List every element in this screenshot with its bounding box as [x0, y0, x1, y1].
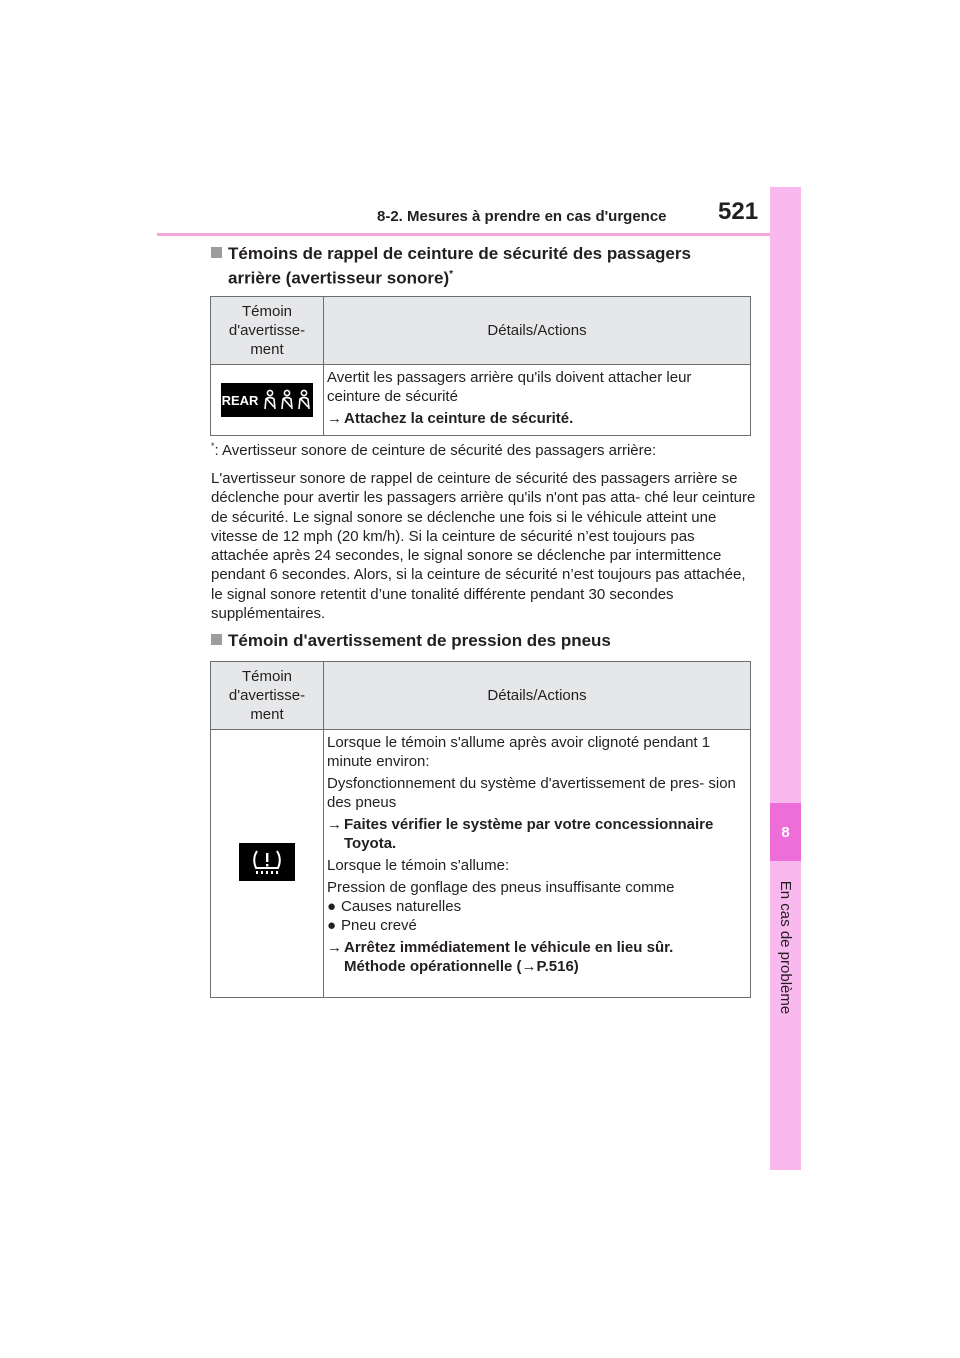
- action-text: Arrêtez immédiatement le véhicule en lieu sûr.: [344, 939, 674, 956]
- heading-line2: arrière (avertisseur sonore): [228, 268, 450, 288]
- details-cell: [324, 730, 751, 998]
- tire-pressure-warning-table: [210, 661, 751, 998]
- chapter-label: [771, 870, 800, 1025]
- col-header-details: Détails/Actions: [324, 662, 751, 730]
- header-rule: [157, 233, 770, 236]
- bullet-dot-icon: ●: [327, 917, 337, 934]
- heading-text: Témoin d'avertissement de pression des pneus: [228, 631, 611, 650]
- square-bullet-icon: [211, 247, 222, 258]
- action-text: Attachez la ceinture de sécurité.: [344, 410, 574, 427]
- page-reference-link[interactable]: P.516: [536, 958, 574, 975]
- chapter-number-tab[interactable]: 8: [770, 803, 801, 861]
- condition-blinking-text: Lorsque le témoin s'allume après avoir clignoté pendant 1 minute environ:: [327, 734, 711, 770]
- bullet-dot-icon: ●: [327, 898, 337, 915]
- footnote: [211, 437, 756, 460]
- heading-asterisk: *: [449, 269, 454, 280]
- action-text: Faites vérifier le système par votre concessionnaire Toyota.: [344, 816, 714, 852]
- details-cell: [324, 365, 751, 436]
- table-header-row: [211, 662, 751, 730]
- seatbelt-figures-icon: [262, 389, 312, 411]
- list-item: ● Pneu crevé: [327, 917, 417, 934]
- action-line: [327, 815, 746, 853]
- list-item: ● Causes naturelles: [327, 898, 462, 915]
- heading-line1: Témoins de rappel de ceinture de sécurité des passagers: [228, 244, 691, 263]
- chapter-label-text: En cas de problème: [777, 880, 795, 1015]
- arrow-icon: →: [521, 958, 537, 975]
- details-text: Avertit les passagers arrière qu'ils doivent attacher leur ceinture de sécurité: [327, 369, 692, 405]
- low-pressure-text: Pression de gonflage des pneus insuffisante comme: [327, 879, 675, 896]
- section-title: 8-2. Mesures à prendre en cas d'urgence: [377, 208, 667, 225]
- table-row: [211, 365, 751, 436]
- malfunction-text: Dysfonctionnement du système d'avertissement de pres- sion des pneus: [327, 775, 736, 811]
- rear-seatbelt-reminder-icon: REAR: [221, 383, 313, 417]
- indicator-cell: [211, 365, 324, 436]
- body-paragraph: L'avertisseur sonore de rappel de ceinture de sécurité des passagers arrière se déclenche pour avertir les passagers arrière qu'ils n'ont pas atta- ché leur ceinture de sécurité. Le signal sonore se déclenche une fois si le véhicule atteint une vitesse de 12 mph (20 km/h). Si la ceinture de sécurité n’est toujours pas attachée après 24 secondes, le signal sonore se déclenche par intermittence pendant 6 secondes. Alors, si la ceinture de sécurité n’est toujours pas attachée, le signal sonore retentit d’une tonalité différente pendant 30 secondes supplémentaires.: [211, 470, 756, 623]
- square-bullet-icon: [211, 634, 222, 645]
- seatbelt-warning-table: [210, 296, 751, 436]
- table-header-row: [211, 297, 751, 365]
- arrow-icon: →: [327, 410, 342, 427]
- action-line: [327, 409, 746, 428]
- page-number: 521: [718, 198, 759, 225]
- col-header-details: Détails/Actions: [324, 297, 751, 365]
- footnote-asterisk: *: [211, 441, 215, 451]
- table-row: [211, 730, 751, 998]
- section-heading-tire-pressure: [211, 630, 611, 651]
- condition-on-text: Lorsque le témoin s'allume:: [327, 857, 510, 874]
- arrow-icon: →: [327, 939, 342, 956]
- col-header-indicator: Témoin d'avertisse- ment: [211, 662, 324, 730]
- col-header-indicator: Témoin d'avertisse- ment: [211, 297, 324, 365]
- indicator-cell: [211, 730, 324, 998]
- footnote-text: : Avertisseur sonore de ceinture de sécurité des passagers arrière:: [214, 442, 657, 459]
- section-heading-seatbelt: [211, 243, 691, 289]
- tire-pressure-warning-icon: [239, 843, 295, 881]
- arrow-icon: →: [327, 816, 342, 833]
- action-line: → Arrêtez immédiatement le véhicule en lieu sûr. Méthode opérationnelle (→P.516): [327, 939, 674, 975]
